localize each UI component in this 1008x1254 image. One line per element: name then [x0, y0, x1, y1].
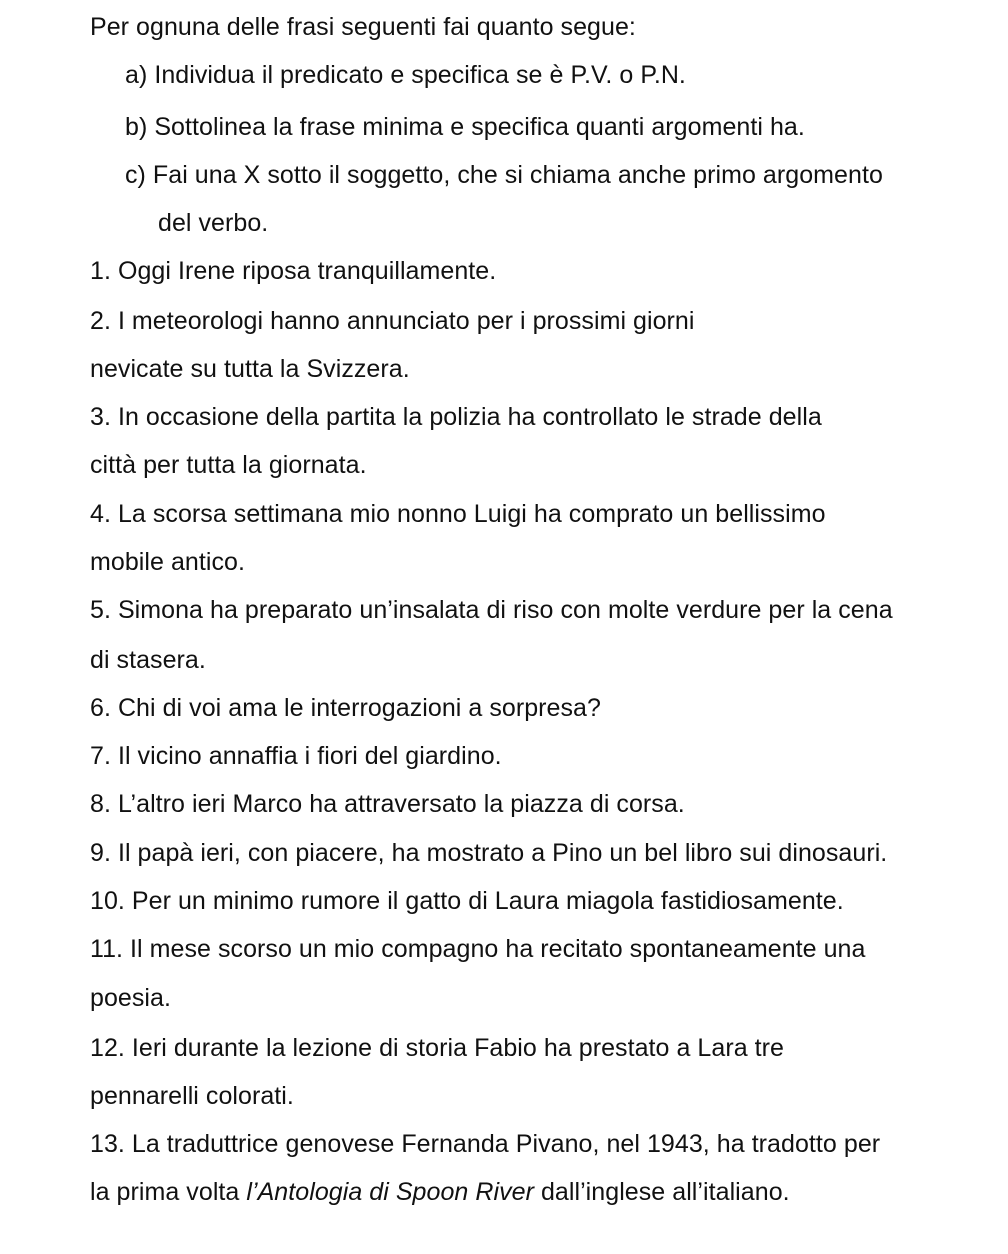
exercise-4: 4. La scorsa settimana mio nonno Luigi ha comprato un bellissimo — [90, 500, 826, 528]
exercise-13-text-after-title: dall’inglese all’italiano. — [533, 1178, 790, 1206]
exercise-12-continued: pennarelli colorati. — [90, 1082, 294, 1110]
instruction-b: b) Sottolinea la frase minima e specifica quanti argomenti ha. — [125, 113, 805, 141]
exercise-5: 5. Simona ha preparato un’insalata di riso con molte verdure per la cena — [90, 596, 893, 624]
exercise-11: 11. Il mese scorso un mio compagno ha recitato spontaneamente una — [90, 935, 866, 963]
exercise-3: 3. In occasione della partita la polizia ha controllato le strade della — [90, 403, 822, 431]
exercise-2-continued: nevicate su tutta la Svizzera. — [90, 355, 410, 383]
instruction-c: c) Fai una X sotto il soggetto, che si chiama anche primo argomento — [125, 161, 883, 189]
book-title: l’Antologia di Spoon River — [246, 1178, 534, 1206]
instruction-a: a) Individua il predicato e specifica se è P.V. o P.N. — [125, 61, 686, 89]
exercise-13-continued — [90, 1177, 790, 1207]
exercise-6: 6. Chi di voi ama le interrogazioni a sorpresa? — [90, 694, 601, 722]
exercise-12: 12. Ieri durante la lezione di storia Fabio ha prestato a Lara tre — [90, 1034, 784, 1062]
exercise-2: 2. I meteorologi hanno annunciato per i prossimi giorni — [90, 307, 695, 335]
exercise-11-continued: poesia. — [90, 984, 171, 1012]
exercise-1: 1. Oggi Irene riposa tranquillamente. — [90, 257, 497, 285]
exercise-5-continued: di stasera. — [90, 646, 206, 674]
exercise-13-text-before-title: la prima volta — [90, 1178, 247, 1206]
exercise-9: 9. Il papà ieri, con piacere, ha mostrato a Pino un bel libro sui dinosauri. — [90, 839, 888, 867]
exercise-4-continued: mobile antico. — [90, 548, 245, 576]
exercise-3-continued: città per tutta la giornata. — [90, 451, 367, 479]
exercise-13: 13. La traduttrice genovese Fernanda Pivano, nel 1943, ha tradotto per — [90, 1130, 881, 1158]
exercise-10: 10. Per un minimo rumore il gatto di Laura miagola fastidiosamente. — [90, 887, 844, 915]
exercise-7: 7. Il vicino annaffia i fiori del giardino. — [90, 742, 502, 770]
intro-text: Per ognuna delle frasi seguenti fai quanto segue: — [90, 13, 636, 41]
instruction-c-continued: del verbo. — [158, 209, 269, 237]
exercise-8: 8. L’altro ieri Marco ha attraversato la piazza di corsa. — [90, 790, 685, 818]
